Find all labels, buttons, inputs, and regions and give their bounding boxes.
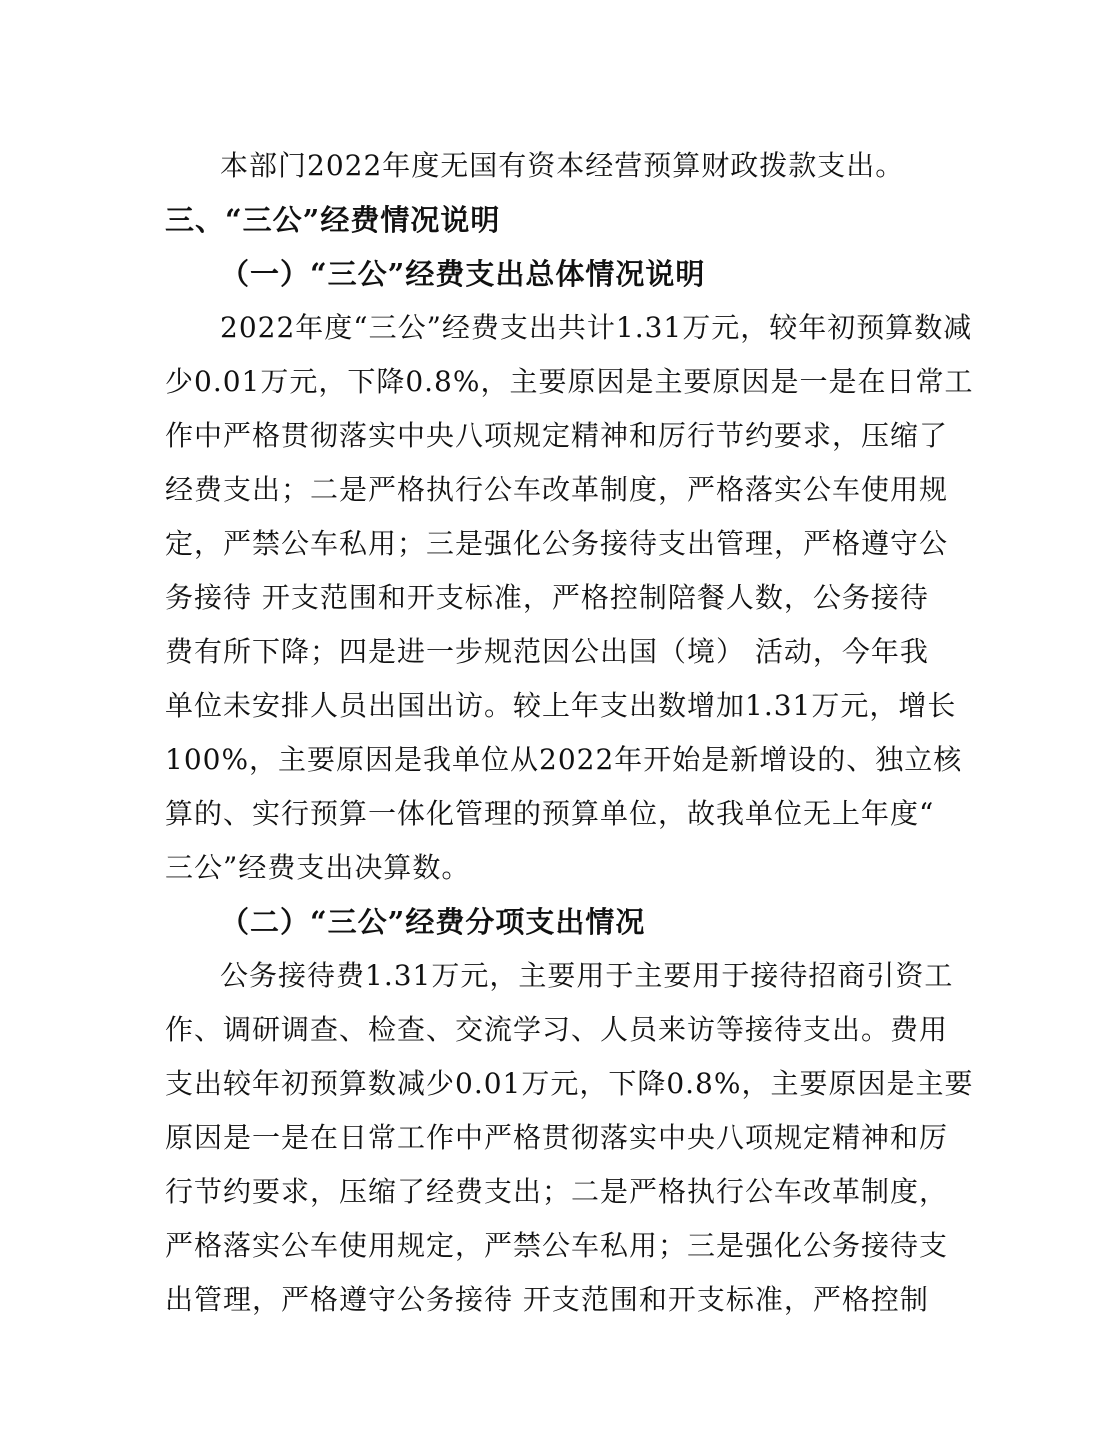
para1-line-1: 2022年度“三公”经费支出共计1.31万元，较年初预算数减 [220, 311, 973, 344]
para2-line-2: 作、调研调查、检查、交流学习、人员来访等接待支出。费用 [165, 1013, 949, 1046]
para1-line-8: 单位未安排人员出国出访。较上年支出数增加1.31万元，增长 [165, 689, 957, 722]
para1-line-10: 算的、实行预算一体化管理的预算单位，故我单位无上年度“ [165, 797, 935, 830]
intro-line: 本部门2022年度无国有资本经营预算财政拨款支出。 [220, 149, 905, 182]
subsection-two-title: （二）“三公”经费分项支出情况 [220, 905, 646, 939]
para2-line-7: 出管理，严格遵守公务接待 开支范围和开支标准，严格控制 [165, 1283, 929, 1316]
para1-line-2: 少0.01万元，下降0.8%，主要原因是主要原因是一是在日常工 [165, 365, 974, 398]
para2-line-5: 行节约要求，压缩了经费支出；二是严格执行公车改革制度， [165, 1175, 949, 1208]
para2-line-4: 原因是一是在日常工作中严格贯彻落实中央八项规定精神和厉 [165, 1121, 949, 1154]
para1-line-4: 经费支出；二是严格执行公车改革制度，严格落实公车使用规 [165, 473, 949, 506]
para1-line-3: 作中严格贯彻落实中央八项规定精神和厉行节约要求，压缩了 [165, 419, 949, 452]
para1-line-11: 三公”经费支出决算数。 [165, 851, 471, 884]
para1-line-5: 定，严禁公车私用；三是强化公务接待支出管理，严格遵守公 [165, 527, 949, 560]
subsection-one-title: （一）“三公”经费支出总体情况说明 [220, 257, 706, 291]
para2-line-3: 支出较年初预算数减少0.01万元，下降0.8%，主要原因是主要 [165, 1067, 974, 1100]
para1-line-7: 费有所下降；四是进一步规范因公出国（境） 活动，今年我 [165, 635, 929, 668]
para2-line-6: 严格落实公车使用规定，严禁公车私用；三是强化公务接待支 [165, 1229, 949, 1262]
para1-line-9: 100%，主要原因是我单位从2022年开始是新增设的、独立核 [165, 743, 963, 776]
para2-line-1: 公务接待费1.31万元，主要用于主要用于接待招商引资工 [220, 959, 954, 992]
section-three-title: 三、“三公”经费情况说明 [165, 203, 501, 237]
para1-line-6: 务接待 开支范围和开支标准，严格控制陪餐人数，公务接待 [165, 581, 929, 614]
